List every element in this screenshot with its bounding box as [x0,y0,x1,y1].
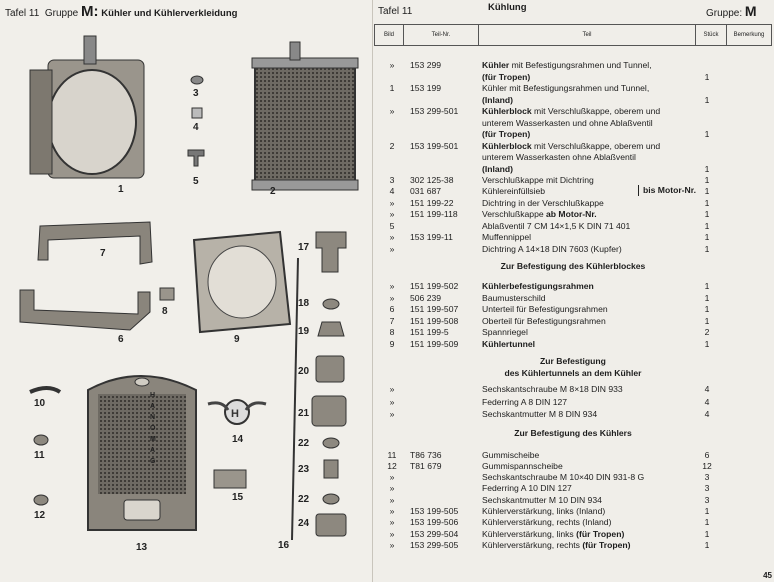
row-bild: » [389,472,395,483]
radiator-block-drawing [252,42,358,190]
row-quantity: 1 [704,232,710,242]
table-row [374,506,772,516]
row-bild: 1 [389,83,395,93]
row-bild: » [389,494,395,505]
right-gruppe-letter: M [744,3,757,19]
row-teil-nr: 153 299-501 [410,106,459,116]
row-description: Kühlerblock mit Verschlußkappe, oberem und [482,140,661,151]
section-heading: des Kühlertunnels an dem Kühler [504,368,642,378]
table-row [374,83,772,93]
row-quantity: 1 [704,292,710,303]
row-teil-nr: 151 199-508 [410,315,459,326]
table-row [374,209,772,219]
row-bild: » [389,209,395,219]
row-description: Dichtring in der Verschlußkappe [482,197,604,208]
row-quantity: 4 [704,396,710,407]
row-quantity: 3 [704,472,710,483]
part-label-1: 1 [118,184,124,195]
table-row [374,384,772,394]
row-quantity: 1 [704,528,710,539]
row-description: (für Tropen) [482,129,531,139]
table-row [374,327,772,337]
row-teil-nr: 151 199-509 [410,338,459,349]
row-bild: 6 [389,304,395,314]
row-teil-nr: 031 687 [410,186,442,196]
col-bemerkung: Bemerkung [727,25,772,46]
row-quantity: 1 [704,539,710,550]
row-bild: » [389,384,395,394]
row-quantity: 1 [704,281,710,291]
table-row [374,175,772,185]
row-quantity: 1 [704,517,710,528]
row-quantity: 1 [704,209,710,219]
row-quantity: 4 [704,384,710,394]
grille-emblem-text: HANOMAG [150,392,156,465]
row-description: Kühlertunnel [482,338,535,349]
row-description: Unterteil für Befestigungsrahmen [482,304,608,314]
row-bild: » [389,243,395,254]
part-label-6: 6 [118,334,124,345]
table-row [374,221,772,231]
row-bild: 4 [389,186,395,196]
row-bild: » [389,483,395,494]
row-description: Muffennippel [482,232,532,242]
row-bild: » [389,106,395,116]
row-quantity: 3 [704,483,710,494]
row-description: (Inland) [482,163,514,174]
row-description: Federring A 10 DIN 127 [482,483,572,494]
row-quantity: 1 [704,338,710,349]
row-description: Kühlerverstärkung, links (Inland) [482,506,606,516]
table-row [374,293,772,303]
row-teil-nr: 302 125-38 [410,174,454,185]
part-label-22a: 22 [298,438,310,449]
table-row [374,472,772,482]
row-quantity: 4 [704,409,710,419]
table-row [374,118,772,128]
row-bild: 5 [389,220,395,231]
page-number: 45 [763,571,772,580]
tension-bar-drawing [160,288,174,300]
frame-brackets-drawing [20,222,152,330]
row-bild: 7 [389,315,395,326]
row-bild: 2 [389,140,395,151]
table-row [374,397,772,407]
row-description: Kühler mit Befestigungsrahmen und Tunnel, [482,83,650,93]
table-row [374,529,772,539]
part-label-21: 21 [298,408,310,419]
row-quantity: 1 [704,315,710,326]
left-title-text: Kühler und Kühlerverkleidung [101,8,238,19]
part-label-9: 9 [234,334,240,345]
part-label-24: 24 [298,518,310,529]
col-teil: Teil [479,25,696,46]
table-row [374,186,772,196]
row-quantity: 1 [704,220,710,231]
row-bild: » [389,232,395,242]
table-row [374,244,772,254]
row-description: Sechskantmutter M 8 DIN 934 [482,409,598,419]
row-description: Kühlereinfüllsieb [482,186,546,196]
row-description: Sechskantschraube M 10×40 DIN 931-8 G [482,472,645,483]
row-description: Kühlerbefestigungsrahmen [482,281,594,291]
section-heading: Zur Befestigung des Kühlerblockes [500,261,646,271]
part-label-8: 8 [162,306,168,317]
part-label-20: 20 [298,366,310,377]
row-description: unterem Wasserkasten ohne Ablaßventil [482,152,636,162]
bis-motor-note: bis Motor-Nr. [638,185,703,196]
row-description: Sechskantmutter M 10 DIN 934 [482,494,602,505]
right-gruppe [706,3,757,19]
right-gruppe-label: Gruppe: [706,8,743,19]
row-teil-nr: 151 199-502 [410,281,459,291]
svg-text:H: H [231,408,239,420]
row-teil-nr: 153 199-11 [410,232,453,242]
part-label-17: 17 [298,242,310,253]
row-description: Kühlerverstärkung, rechts (Inland) [482,517,612,528]
part-label-11: 11 [34,450,45,461]
row-quantity: 1 [704,304,710,314]
table-row [374,339,772,349]
row-teil-nr: 153 299-505 [410,539,459,550]
row-teil-nr: 506 239 [410,292,442,303]
row-description: unterem Wasserkasten und ohne Ablaßventil [482,117,653,128]
col-stueck: Stück [696,25,727,46]
table-row [374,483,772,493]
row-description: Dichtring A 14×18 DIN 7603 (Kupfer) [482,243,622,254]
part-label-14: 14 [232,434,244,445]
gruppe-letter: M: [81,3,99,20]
row-description: Kühler mit Befestigungsrahmen und Tunnel, [482,60,652,70]
row-teil-nr: 151 199-5 [410,327,449,337]
table-row [374,281,772,291]
tafel-label: Tafel 11 [5,8,40,19]
part-label-3: 3 [193,88,199,99]
hanomag-emblem-drawing [208,400,266,424]
row-quantity: 1 [704,129,710,139]
row-description: Gummispannscheibe [482,460,563,471]
section-heading: Zur Befestigung des Kühlers [514,427,632,438]
row-teil-nr: 153 199-505 [410,506,459,516]
front-grille-drawing [88,376,196,530]
plate-drawing [214,470,246,488]
part-label-13: 13 [136,542,148,553]
table-row [374,409,772,419]
table-row [374,461,772,471]
row-description: Verschlußkappe mit Dichtring [482,174,594,185]
row-description: Spannriegel [482,327,528,337]
right-tafel-label: Tafel 11 [378,6,413,17]
table-row [374,495,772,505]
part-label-15: 15 [232,492,244,503]
row-description: Kühlerblock mit Verschlußkappe, oberem und [482,106,661,116]
table-row [374,152,772,162]
row-description: Gummischeibe [482,449,540,460]
parts-illustration [0,0,372,582]
row-description: (für Tropen) [482,71,531,82]
row-bild: » [389,396,395,407]
row-bild: » [389,60,395,70]
part-label-5: 5 [193,176,199,187]
table-row [374,198,772,208]
section-heading: Zur Befestigung [540,356,606,366]
row-quantity: 1 [704,163,710,174]
table-row [374,540,772,550]
row-description: Baumusterschild [482,292,546,303]
row-teil-nr: 153 199 [410,83,442,93]
row-quantity: 6 [704,449,710,460]
fittings-17-24-drawing [312,232,346,536]
part-label-7: 7 [100,248,106,259]
row-description: Federring A 8 DIN 127 [482,396,568,407]
table-row [374,106,772,116]
row-bild: 3 [389,174,395,185]
row-bild: » [389,281,395,291]
part-label-19: 19 [298,326,310,337]
gruppe-label: Gruppe [44,8,79,19]
col-bild: Bild [375,25,404,46]
row-bild: » [389,517,395,528]
row-quantity: 1 [704,71,710,82]
part-label-18: 18 [298,298,310,309]
row-quantity: 1 [704,174,710,185]
row-bild: » [389,409,395,419]
row-description: Oberteil für Befestigungsrahmen [482,315,606,326]
row-bild: 11 [387,449,397,460]
row-description: (Inland) [482,94,514,105]
row-quantity: 3 [704,494,710,505]
row-teil-nr: 153 199-506 [410,517,459,528]
row-quantity: 1 [704,243,710,254]
table-row [374,95,772,105]
row-teil-nr: T81 679 [410,460,442,471]
row-bild: » [389,197,395,208]
radiator-with-tunnel-drawing [30,36,144,178]
row-quantity: 12 [702,460,712,471]
row-quantity: 1 [704,506,710,516]
table-row [374,316,772,326]
row-teil-nr: 151 199-118 [410,209,458,219]
row-teil-nr: 153 199-501 [410,140,459,151]
row-teil-nr: 151 199-507 [410,304,459,314]
row-bild: » [389,539,395,550]
row-bild: 8 [389,327,395,337]
part-label-12: 12 [34,510,46,521]
row-bild: » [389,528,395,539]
part-label-4: 4 [193,122,199,133]
row-description: Kühlerverstärkung, rechts (für Tropen) [482,539,631,550]
row-teil-nr: 153 299 [410,60,442,70]
table-row [374,164,772,174]
section-title: Kühlung [488,2,527,13]
table-row [374,232,772,242]
col-teil-nr: Teil-Nr. [404,25,479,46]
table-row [374,450,772,460]
row-quantity: 2 [704,327,710,337]
row-quantity: 1 [704,94,710,105]
part-label-10: 10 [34,398,46,409]
row-description: Verschlußkappe ab Motor-Nr. [482,209,597,219]
row-teil-nr: T86 736 [410,449,442,460]
part-label-23: 23 [298,464,310,475]
part-label-22b: 22 [298,494,310,505]
table-row [374,141,772,151]
column-header [374,24,772,46]
table-row [374,129,772,139]
row-quantity: 1 [704,197,710,208]
row-bild: 12 [387,460,397,471]
row-quantity: 1 [704,186,710,196]
row-teil-nr: 151 199-22 [410,197,454,208]
row-description: Kühlerverstärkung, links (für Tropen) [482,528,625,539]
radiator-tunnel-drawing [194,232,290,332]
row-description: Ablaßventil 7 CM 14×1,5 K DIN 71 401 [482,220,631,231]
part-label-2: 2 [270,186,276,197]
table-row [374,72,772,82]
table-row [374,517,772,527]
row-teil-nr: 153 299-504 [410,528,459,539]
row-bild: » [389,292,395,303]
part-label-16: 16 [278,540,290,551]
table-row [374,304,772,314]
table-row [374,60,772,70]
row-description: Sechskantschraube M 8×18 DIN 933 [482,384,623,394]
row-bild: 9 [389,338,395,349]
row-bild: » [389,506,395,516]
